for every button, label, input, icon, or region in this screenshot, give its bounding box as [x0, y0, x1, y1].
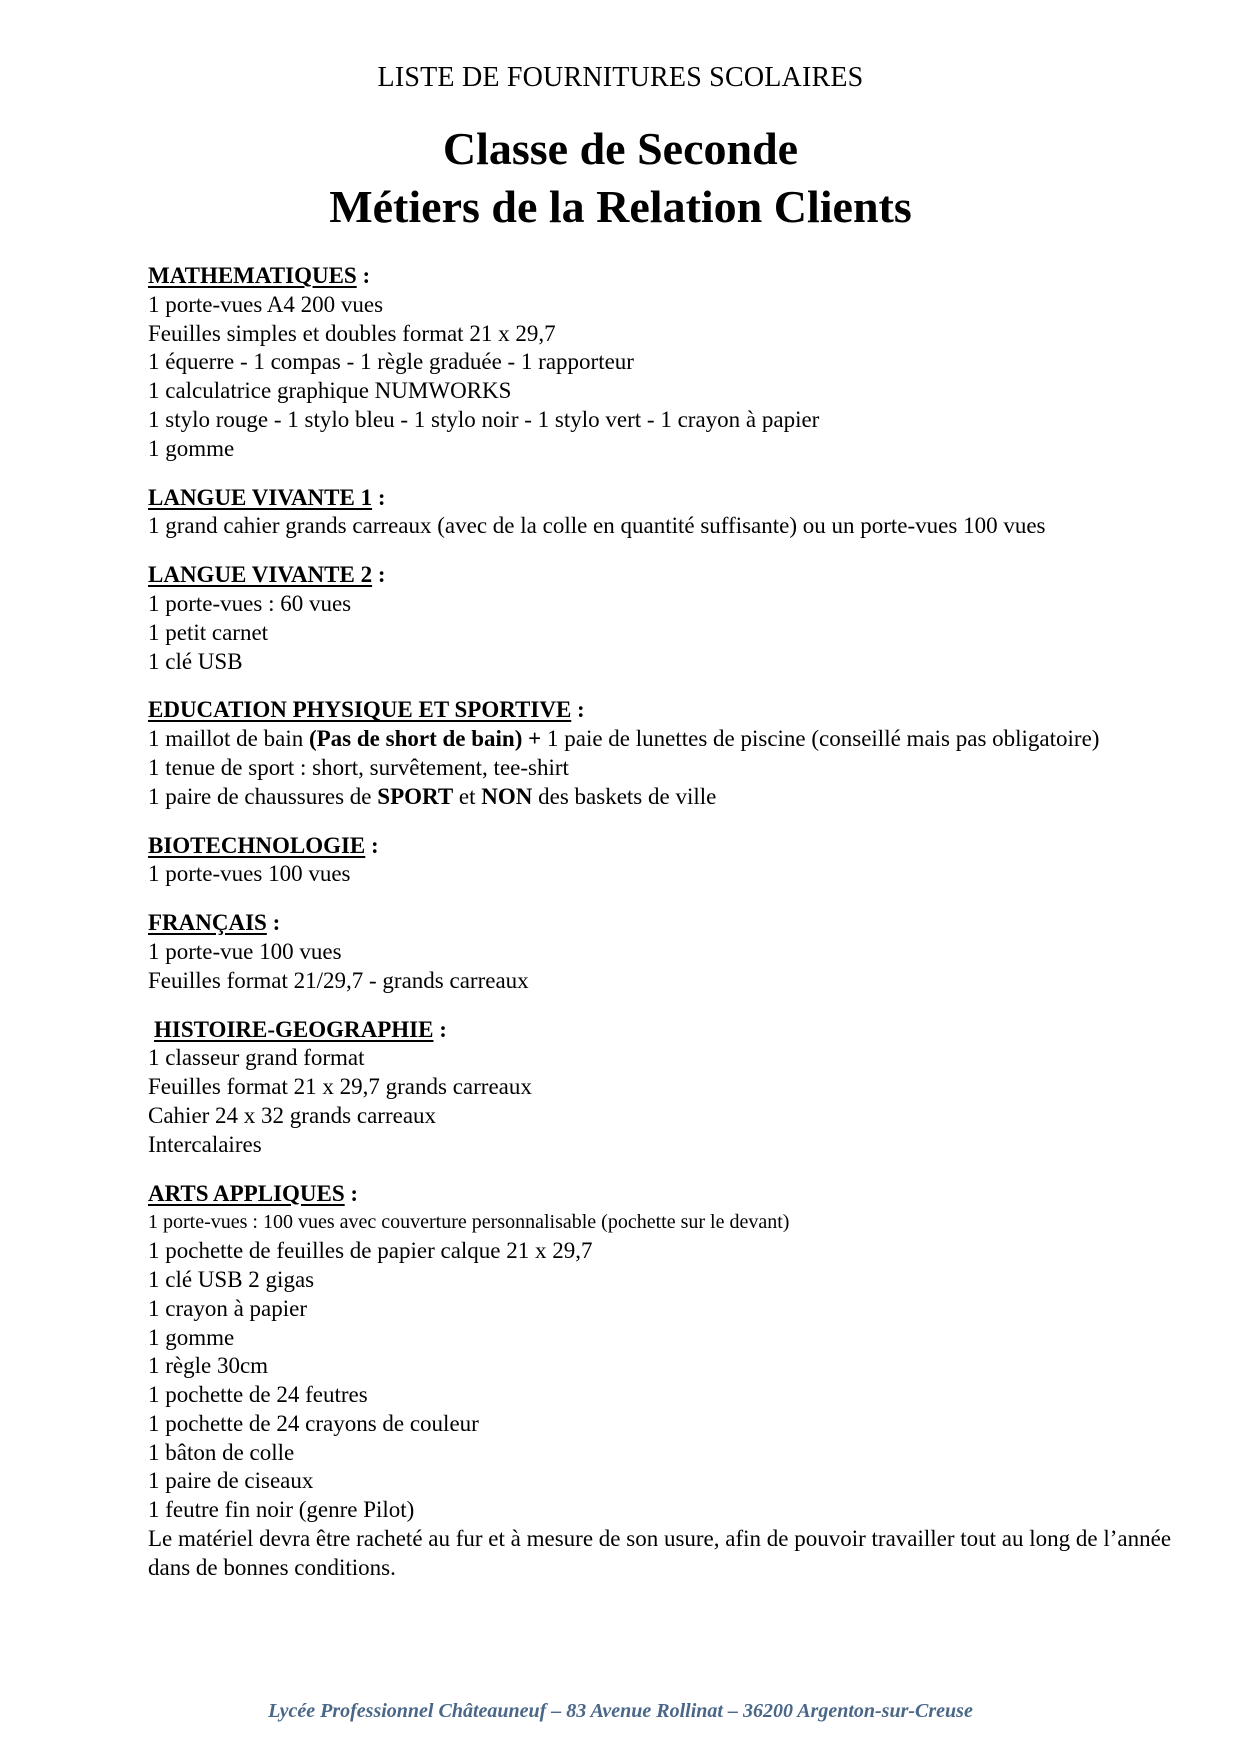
- list-item: 1 paire de chaussures de SPORT et NON des baskets de ville: [148, 783, 717, 809]
- list-item: 1 crayon à papier: [148, 1295, 308, 1321]
- section-title: MATHEMATIQUES :: [148, 263, 371, 288]
- section-langue-vivante-1: [148, 484, 1208, 542]
- list-item: 1 tenue de sport : short, survêtement, tee-shirt: [148, 754, 569, 780]
- list-item: 1 feutre fin noir (genre Pilot): [148, 1497, 415, 1523]
- list-item: 1 bâton de colle: [148, 1439, 295, 1465]
- list-item: 1 grand cahier grands carreaux (avec de la colle en quantité suffisante) ou un porte-vues 100 vues: [148, 513, 1046, 539]
- list-item: 1 clé USB 2 gigas: [148, 1266, 315, 1292]
- section-biotechnologie: [148, 832, 1208, 890]
- section-histoire-geographie: [148, 1016, 1208, 1160]
- class-title-line1: Classe de Seconde: [442, 123, 799, 174]
- list-item: 1 porte-vue 100 vues: [148, 938, 342, 964]
- list-item: 1 maillot de bain (Pas de short de bain) + 1 paie de lunettes de piscine (conseillé mais pas obligatoire): [148, 726, 1100, 752]
- section-francais: [148, 909, 1208, 995]
- list-item: 1 pochette de feuilles de papier calque 21 x 29,7: [148, 1238, 593, 1264]
- list-item: 1 petit carnet: [148, 619, 269, 645]
- section-title: LANGUE VIVANTE 1 :: [148, 484, 386, 510]
- section-title: EDUCATION PHYSIQUE ET SPORTIVE :: [148, 697, 585, 723]
- school-footer: Lycée Professionnel Châteauneuf – 83 Avenue Rollinat – 36200 Argenton-sur-Creuse: [268, 1700, 973, 1722]
- section-title: ARTS APPLIQUES :: [148, 1180, 359, 1206]
- list-item: Feuilles format 21 x 29,7 grands carreaux: [148, 1074, 532, 1100]
- section-title: BIOTECHNOLOGIE :: [148, 832, 379, 858]
- class-title-line2: Métiers de la Relation Clients: [329, 181, 912, 232]
- list-item: 1 stylo rouge - 1 stylo bleu - 1 stylo noir - 1 stylo vert - 1 crayon à papier: [148, 406, 820, 432]
- list-item: Intercalaires: [148, 1131, 262, 1157]
- list-item: 1 porte-vues A4 200 vues: [148, 291, 384, 317]
- list-item: 1 équerre - 1 compas - 1 règle graduée - 1 rapporteur: [148, 349, 634, 375]
- list-item: 1 paire de ciseaux: [148, 1468, 314, 1494]
- closing-note: Le matériel devra être racheté au fur et à mesure de son usure, afin de pouvoir travailler tout au long de l’année dans de bonnes conditions.: [148, 1526, 1172, 1580]
- supplies-content: [148, 262, 1208, 1603]
- section-eps: [148, 696, 1208, 811]
- section-title: LANGUE VIVANTE 2 :: [148, 562, 386, 588]
- section-title: FRANÇAIS :: [148, 910, 281, 936]
- list-item: 1 règle 30cm: [148, 1353, 269, 1379]
- list-item: 1 pochette de 24 feutres: [148, 1382, 368, 1408]
- list-title: LISTE DE FOURNITURES SCOLAIRES: [377, 62, 864, 93]
- class-title: [0, 120, 1241, 236]
- list-item: 1 gomme: [148, 435, 235, 461]
- list-item: 1 clé USB: [148, 648, 243, 674]
- list-item: 1 classeur grand format: [148, 1045, 365, 1071]
- list-item: 1 porte-vues : 100 vues avec couverture personnalisable (pochette sur le devant): [148, 1211, 790, 1234]
- list-item: 1 gomme: [148, 1324, 235, 1350]
- list-item: 1 porte-vues 100 vues: [148, 861, 351, 887]
- list-item: 1 pochette de 24 crayons de couleur: [148, 1410, 479, 1436]
- section-title: HISTOIRE-GEOGRAPHIE :: [154, 1016, 447, 1042]
- section-mathematiques: [148, 262, 1208, 464]
- list-item: Cahier 24 x 32 grands carreaux: [148, 1102, 437, 1128]
- section-langue-vivante-2: [148, 561, 1208, 676]
- list-item: 1 porte-vues : 60 vues: [148, 590, 352, 616]
- section-arts-appliques: [148, 1180, 1208, 1583]
- list-item: Feuilles simples et doubles format 21 x 29,7: [148, 320, 556, 346]
- list-item: 1 calculatrice graphique NUMWORKS: [148, 378, 512, 404]
- list-item: Feuilles format 21/29,7 - grands carreaux: [148, 967, 529, 993]
